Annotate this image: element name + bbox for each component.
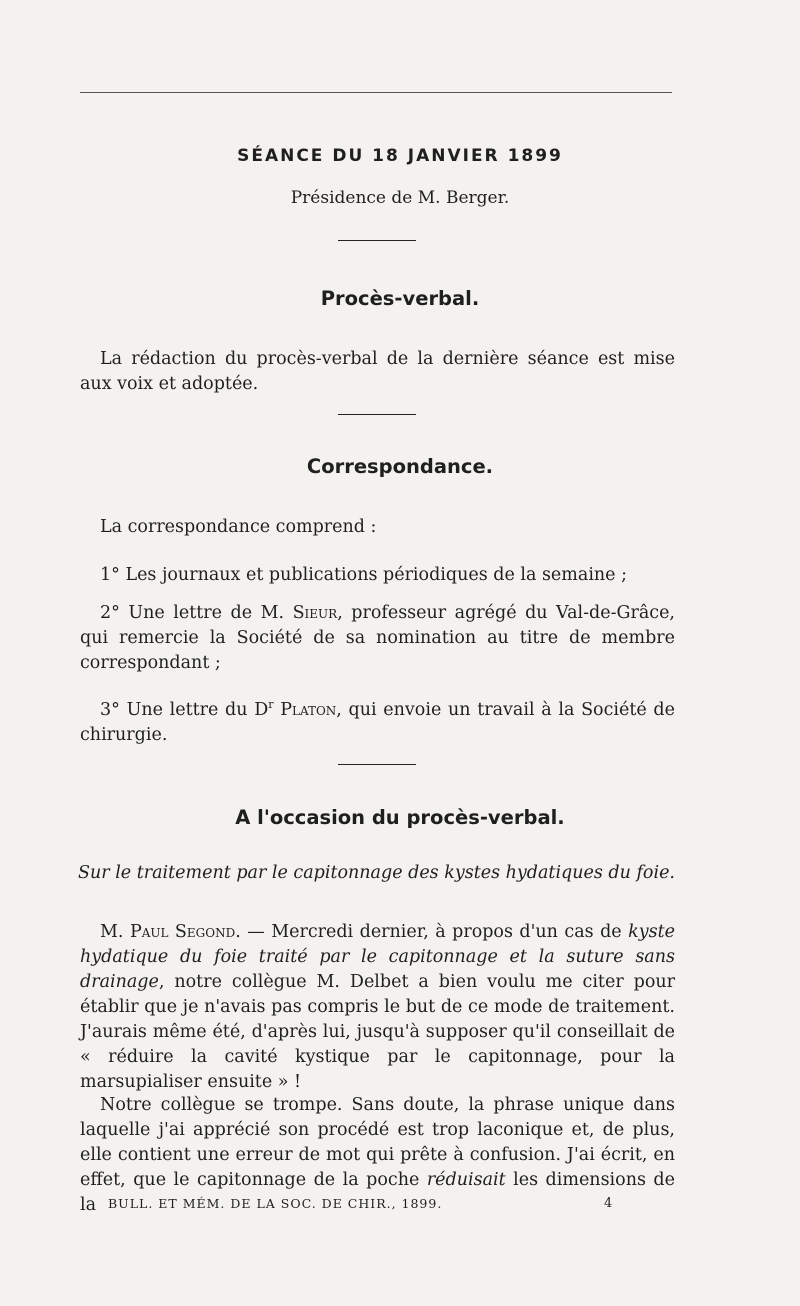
correspondance-item-2: 2° Une lettre de M. Sieur, professeur agrégé du Val-de-Grâce, qui remercie la Société de sa nomination au titre de membre correspondant ; [80, 603, 676, 673]
session-title: SÉANCE DU 18 JANVIER 1899 [237, 146, 563, 166]
author-name: M. Paul Segond. [100, 922, 241, 942]
journal-footer: BULL. ET MÉM. DE LA SOC. DE CHIR., 1899. [108, 1196, 443, 1211]
person-name: Platon [273, 699, 337, 720]
separator-rule [338, 240, 416, 241]
proces-verbal-text: La rédaction du procès-verbal de la dernière séance est mise aux voix et adoptée. [80, 349, 675, 394]
occasion-heading: A l'occasion du procès-verbal. [235, 806, 565, 829]
page-number: 4 [604, 1196, 613, 1211]
separator-rule [338, 414, 416, 415]
paragraph-segond: M. Paul Segond. — Mercredi dernier, à propos d'un cas de kyste hydatique du foie traité par le capitonnage et la suture sans drainage, notre collègue M. Delbet a bien voulu me citer pour établir que je n'avais pas compris le but de ce mode de traitement. J'aurais même été, d'après lui, jusqu'à supposer qu'il conseillait de « réduire la cavité kystique par le capitonnage, pour la marsupialiser ensuite » ! [80, 922, 675, 1092]
correspondance-heading: Correspondance. [306, 455, 494, 478]
correspondance-item-3: 3° Une lettre du $D^r$ Platon, qui envoie un travail à la Société de chirurgie. [80, 698, 675, 745]
separator-rule [338, 764, 416, 765]
correspondance-item-1: 1° Les journaux et publications périodiques de la semaine ; [100, 565, 627, 585]
correspondance-intro: La correspondance comprend : [100, 517, 377, 537]
paragraph-reply: Notre collègue se trompe. Sans doute, la phrase unique dans laquelle j'ai apprécié son procédé est trop laconique et, de plus, elle contient une erreur de mot qui prête à confusion. J'ai écrit, en effet, que le capitonnage de la poche réduisait les dimensions de la [80, 1095, 675, 1215]
person-name: Sieur [292, 603, 338, 623]
article-subtitle: Sur le traitement par le capitonnage des kystes hydatiques du foie. [78, 863, 675, 883]
presidency-line: Présidence de M. Berger. [290, 188, 510, 208]
top-rule [80, 92, 672, 93]
proces-verbal-heading: Procès-verbal. [320, 287, 480, 310]
